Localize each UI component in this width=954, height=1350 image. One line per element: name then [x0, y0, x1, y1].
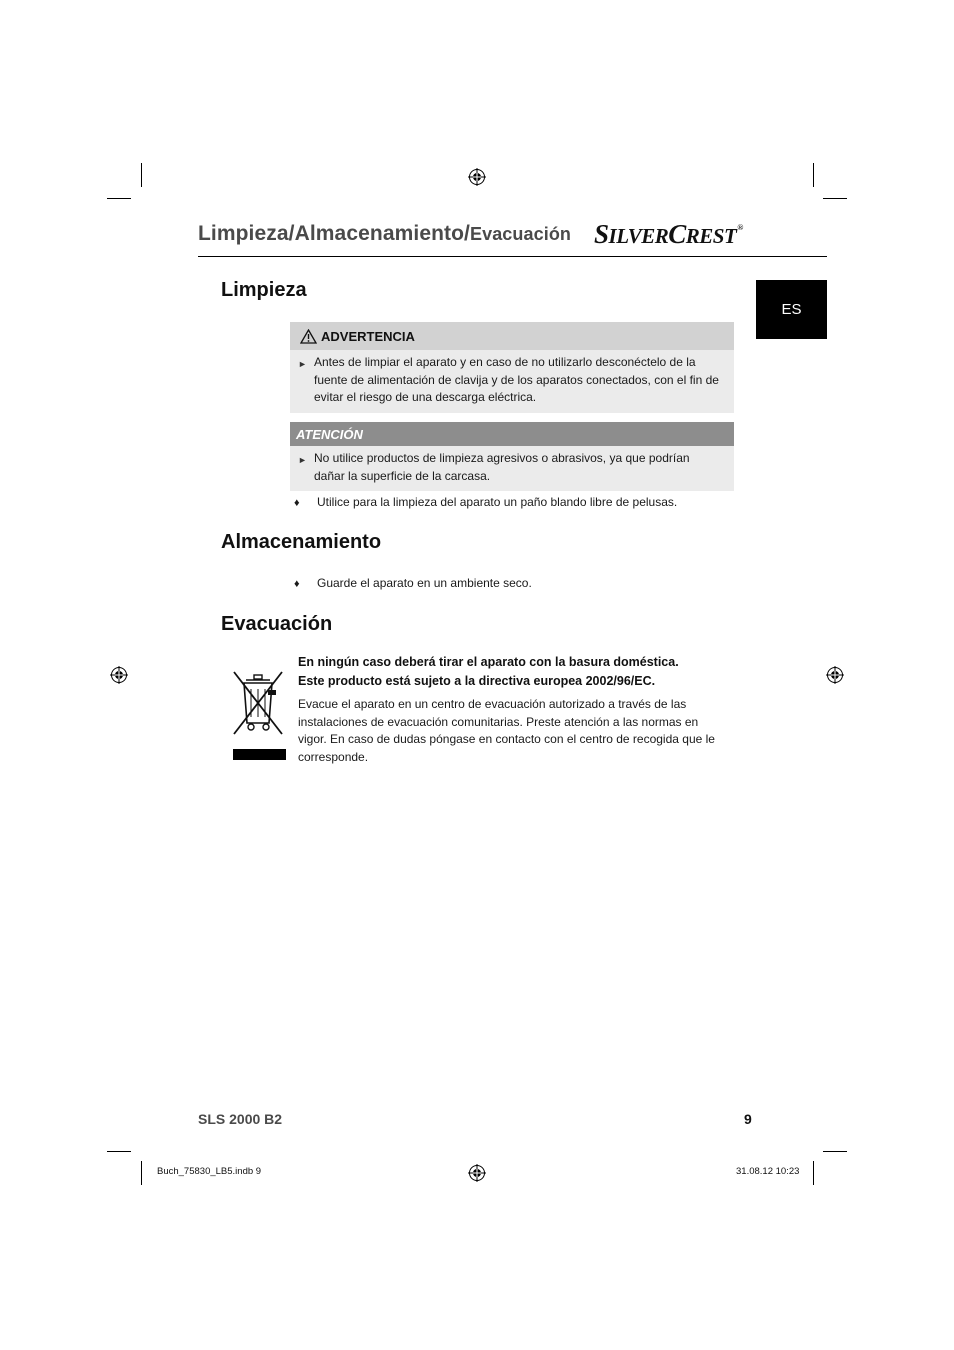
footer-model: SLS 2000 B2: [198, 1111, 283, 1127]
weee-bar: [233, 749, 286, 760]
crop-mark: [107, 198, 131, 199]
warning-header: [290, 322, 734, 350]
section-heading-storage: Almacenamiento: [221, 531, 382, 553]
warning-item: [290, 350, 734, 413]
logo-letters: REST: [685, 224, 737, 248]
language-tab: ES: [756, 280, 827, 339]
crop-mark: [141, 1161, 142, 1185]
warning-body: [290, 350, 734, 413]
print-slug-date: 31.08.12 10:23: [736, 1166, 800, 1177]
registered-mark: ®: [737, 223, 743, 232]
triangle-bullet-icon: ►: [298, 359, 307, 369]
page-header-title: [198, 222, 571, 246]
diamond-bullet-icon: ♦: [294, 578, 300, 590]
diamond-bullet-icon: ♦: [294, 497, 300, 509]
attention-header: ATENCIÓN: [290, 422, 734, 446]
crop-mark: [813, 163, 814, 187]
list-item: [294, 495, 677, 509]
logo-letter: S: [594, 219, 609, 249]
list-item: [294, 576, 532, 590]
crop-mark: [823, 1151, 847, 1152]
registration-mark-icon: [468, 1164, 486, 1182]
warning-text: Antes de limpiar el aparato y en caso de no utilizarlo desconéctelo de la fuente de alimentación de clavija y de los aparatos conectados, con el fin de evitar el riesgo de una descarga eléctrica.: [314, 355, 719, 404]
warning-box: [290, 322, 734, 413]
disposal-bold-line: Este producto está sujeto a la directiva europea 2002/96/EC.: [298, 673, 656, 688]
registration-mark-icon: [826, 666, 844, 684]
print-slug-file: Buch_75830_LB5.indb 9: [157, 1166, 262, 1177]
crossed-out-wheelie-bin-icon: [228, 668, 288, 740]
disposal-text: Evacue el aparato en un centro de evacuación autorizado a través de las instalaciones de evacuación comunitarias. Preste atención a las normas en vigor. En caso de dudas póngase en contacto con el centro de recogida que le corresponde.: [298, 697, 715, 764]
attention-body: [290, 446, 734, 491]
crop-mark: [823, 198, 847, 199]
attention-text: No utilice productos de limpieza agresivos o abrasivos, ya que podrían dañar la superficie de la carcasa.: [314, 451, 690, 483]
header-divider: [198, 256, 827, 257]
registration-mark-icon: [468, 168, 486, 186]
crop-mark: [141, 163, 142, 187]
disposal-warning: [298, 653, 748, 690]
crop-mark: [813, 1161, 814, 1185]
page-number: 9: [744, 1111, 752, 1127]
storage-bullet-text: Guarde el aparato en un ambiente seco.: [317, 576, 532, 590]
triangle-bullet-icon: ►: [298, 455, 307, 465]
crop-mark: [107, 1151, 131, 1152]
section-heading-cleaning: Limpieza: [221, 279, 307, 301]
attention-box: [290, 422, 734, 491]
cleaning-bullet-text: Utilice para la limpieza del aparato un paño blando libre de pelusas.: [317, 495, 678, 509]
warning-triangle-icon: [300, 329, 317, 344]
disposal-bold-line: En ningún caso deberá tirar el aparato con la basura doméstica.: [298, 655, 679, 669]
logo-letters: ILVER: [608, 224, 669, 248]
warning-label: ADVERTENCIA: [321, 328, 415, 344]
header-title-main: Limpieza/Almacenamiento/: [198, 222, 470, 245]
registration-mark-icon: [110, 666, 128, 684]
attention-item: [290, 446, 734, 491]
section-heading-disposal: Evacuación: [221, 613, 333, 635]
logo-letter: C: [668, 219, 686, 249]
header-title-small: Evacuación: [469, 224, 572, 244]
silvercrest-logo: [594, 219, 742, 250]
